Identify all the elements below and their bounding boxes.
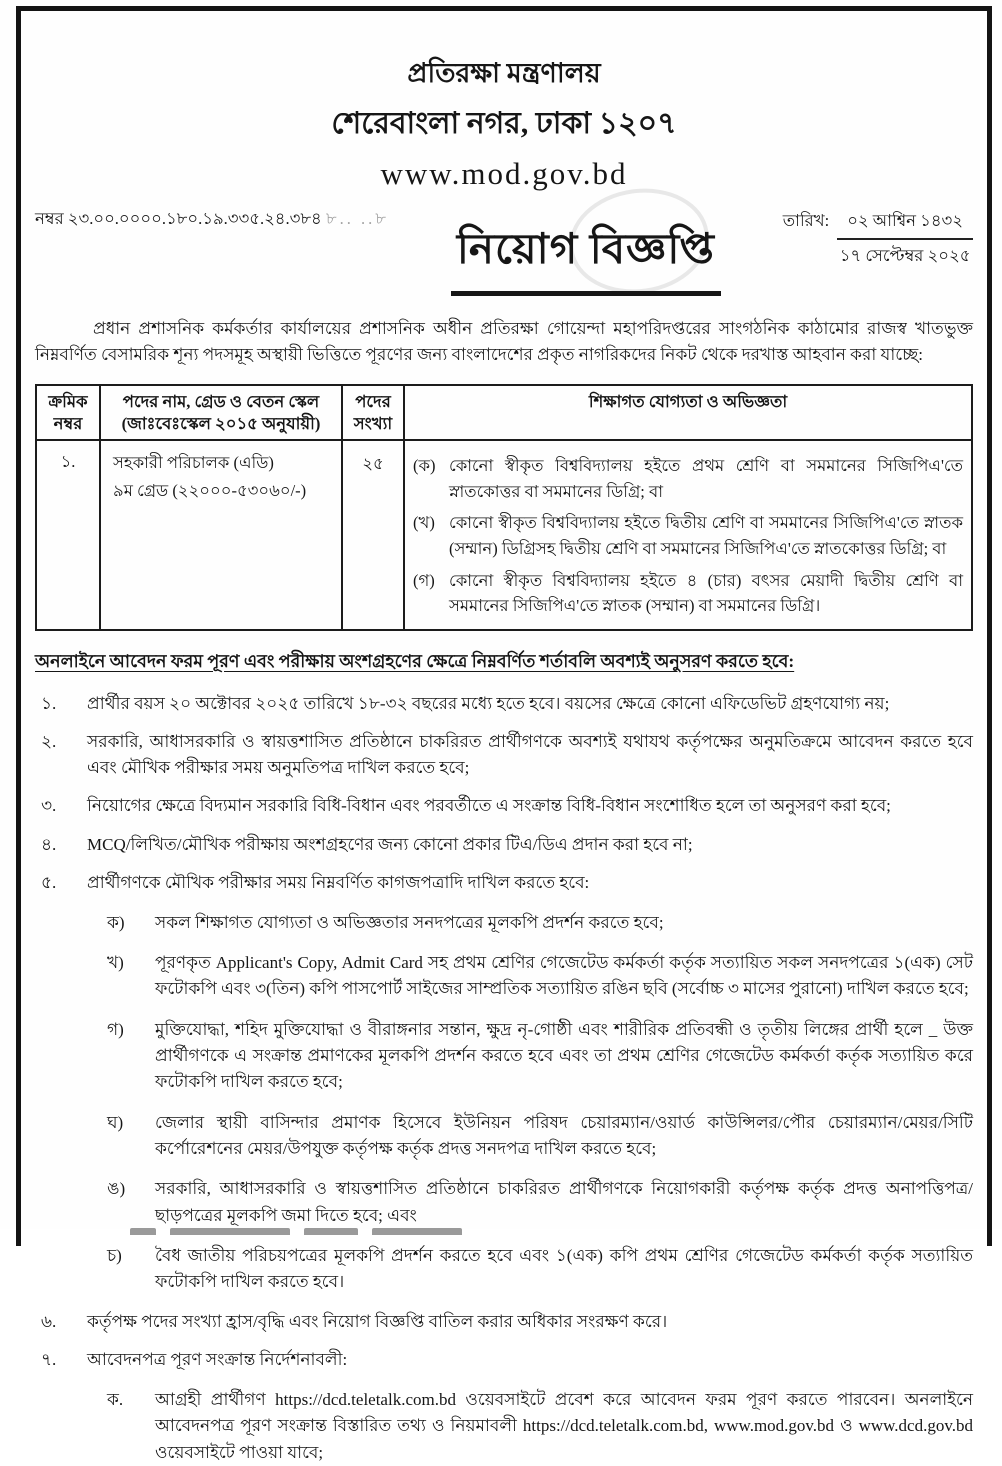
header-qualification: শিক্ষাগত যোগ্যতা ও অভিজ্ঞতা	[404, 385, 972, 440]
sub-item-ka	[107, 910, 973, 936]
header-serial: ক্রমিক নম্বর	[36, 385, 100, 440]
item-text: MCQ/লিখিত/মৌখিক পরীক্ষায় অংশগ্রহণের জন্য কোনো প্রকার টিএ/ডিএ প্রদান করা হবে না;	[87, 834, 693, 854]
item-text: নিয়োগের ক্ষেত্রে বিদ্যমান সরকারি বিধি-বিধান এবং পরবর্তীতে এ সংক্রান্ত বিধি-বিধান সংশোধিত হলে তা অনুসরণ করা হবে;	[87, 796, 891, 816]
conditions-heading: অনলাইনে আবেদন ফরম পূরণ এবং পরীক্ষায় অংশগ্রহণের ক্ষেত্রে নিম্নবর্ণিত শর্তাবলি অবশ্যই অনুসরণ করতে হবে:	[35, 650, 795, 671]
date-label: তারিখ:	[782, 210, 830, 230]
condition-item-1	[35, 691, 973, 717]
header-vacancy-count: পদের সংখ্যা	[342, 385, 404, 440]
sub-item-label: ক)	[107, 912, 125, 932]
item-number: ১.	[41, 693, 57, 713]
memo-number-faded-tail: ৮.. ..৮	[325, 208, 389, 228]
intro-paragraph: প্রধান প্রশাসনিক কর্মকর্তার কার্যালয়ের প্রশাসনিক অধীন প্রতিরক্ষা গোয়েন্দা মহাপরিদপ্তরের সাংগঠনিক কাঠামোর রাজস্ব খাতভুক্ত নিম্নবর্ণিত বেসামরিক শূন্য পদসমূহ অস্থায়ী ভিত্তিতে পূরণের জন্য বাংলাদেশের প্রকৃত নাগরিকদের নিকট থেকে দরখাস্ত আহবান করা যাচ্ছে:	[35, 318, 973, 365]
sub-item-text: সকল শিক্ষাগত যোগ্যতা ও অভিজ্ঞতার সনদপত্রের মূলকপি প্রদর্শন করতে হবে;	[155, 912, 664, 932]
memo-title-date-band	[35, 202, 973, 296]
sub-item-label: ঘ)	[107, 1112, 124, 1132]
condition-item-7	[35, 1347, 973, 1466]
date-bangla: ০২ আশ্বিন ১৪৩২	[837, 208, 973, 240]
item-text: প্রার্থীর বয়স ২০ অক্টোবর ২০২৫ তারিখে ১৮-৩২ বছরের মধ্যে হতে হবে। বয়সের ক্ষেত্রে কোনো এফিডেভিট গ্রহণযোগ্য নয়;	[87, 693, 890, 713]
ministry-name: প্রতিরক্ষা মন্ত্রণালয়	[407, 58, 601, 88]
qualification-item	[413, 568, 963, 619]
sub-item-gha	[107, 1110, 973, 1163]
qualification-label: (গ)	[413, 570, 435, 590]
sub-item-text: পূরণকৃত Applicant's Copy, Admit Card সহ প্রথম শ্রেণির গেজেটেড কর্মকর্তা কর্তৃক সত্যায়িত সকল সনদপত্রের ১(এক) সেট ফটোকপি এবং ৩(তিন) কপি পাসপোর্ট সাইজের সাম্প্রতিক সত্যায়িত রঙিন ছবি (সর্বোচ্চ ৩ মাসের পুরানো) দাখিল করতে হবে;	[155, 953, 973, 999]
qualification-text: কোনো স্বীকৃত বিশ্ববিদ্যালয় হইতে দ্বিতীয় শ্রেণি বা সমমানের সিজিপিএ'তে স্নাতক (সম্মান) ডিগ্রিসহ দ্বিতীয় শ্রেণি বা সমমানের সিজিপিএ'তে স্নাতকোত্তর ডিগ্রি; বা	[449, 513, 963, 558]
post-grade-scale: ৯ম গ্রেড (২২০০০-৫৩০৬০/-)	[113, 481, 307, 501]
header-post-name: পদের নাম, গ্রেড ও বেতন স্কেল (জাঃবেঃস্কেল ২০১৫ অনুযায়ী)	[100, 385, 342, 440]
qualification-text: কোনো স্বীকৃত বিশ্ববিদ্যালয় হইতে ৪ (চার) বৎসর মেয়াদী দ্বিতীয় শ্রেণি বা সমমানের সিজিপিএ'তে স্নাতক (সম্মান) বা সমমানের ডিগ্রি।	[449, 570, 963, 616]
memo-number-text: নম্বর ২৩.০০.০০০০.১৮০.১৯.৩৩৫.২৪.৩৮৪	[35, 208, 322, 228]
sub-item-text: সরকারি, আধাসরকারি ও স্বায়ত্তশাসিত প্রতিষ্ঠানে চাকরিরত প্রার্থীগণকে নিয়োগকারী কর্তৃপক্ষ কর্তৃক প্রদত্ত অনাপত্তিপত্র/ছাড়পত্রের মূলকপি জমা দিতে হবে; এবং	[155, 1179, 973, 1225]
item-7-body	[87, 1347, 973, 1466]
item-number: ৫.	[41, 873, 57, 893]
sub-item-text: আগ্রহী প্রার্থীগণ https://dcd.teletalk.com.bd ওয়েবসাইটে প্রবেশ করে আবেদন ফরম পূরণ করতে পারবেন। অনলাইনে আবেদনপত্র পূরণ সংক্রান্ত বিস্তারিত তথ্য ও নিয়মাবলী https://dcd.teletalk.com.bd, www.mod.gov.bd ও www.dcd.gov.bd ওয়েবসাইটে পাওয়া যাবে;	[155, 1389, 973, 1462]
qualification-label: (খ)	[413, 513, 435, 533]
item-number: ৩.	[41, 796, 57, 816]
item-number: ৪.	[41, 834, 57, 854]
condition-item-3	[35, 793, 973, 819]
ministry-address: শেরেবাংলা নগর, ঢাকা ১২০৭	[331, 106, 677, 140]
vacancy-table	[35, 384, 973, 630]
post-title: সহকারী পরিচালক (এডি)	[113, 453, 274, 473]
sub-item-ka-7	[107, 1387, 973, 1466]
memo-number	[35, 202, 389, 233]
sub-item-label: ঙ)	[107, 1179, 126, 1199]
item-text: প্রার্থীগণকে মৌখিক পরীক্ষার সময় নিম্নবর্ণিত কাগজপত্রাদি দাখিল করতে হবে:	[87, 873, 590, 893]
date-values	[837, 208, 973, 270]
date-block	[783, 202, 973, 270]
qualification-item	[413, 510, 963, 561]
condition-item-4	[35, 832, 973, 858]
sub-item-text: বৈধ জাতীয় পরিচয়পত্রের মূলকপি প্রদর্শন করতে হবে এবং ১(এক) কপি প্রথম শ্রেণির গেজেটেড কর্মকর্তা কর্তৃক সত্যায়িত ফটোকপি দাখিল করতে হবে।	[155, 1246, 973, 1292]
cell-post-name	[100, 440, 342, 629]
item-number: ২.	[41, 732, 57, 752]
item-text: আবেদনপত্র পূরণ সংক্রান্ত নির্দেশনাবলী:	[87, 1350, 348, 1370]
cell-serial: ১.	[36, 440, 100, 629]
page-border-frame	[16, 6, 992, 1462]
page-title: নিয়োগ বিজ্ঞপ্তি	[451, 216, 721, 296]
table-row	[36, 440, 972, 629]
qualification-item	[413, 453, 963, 504]
sub-item-label: খ)	[107, 953, 124, 973]
ministry-website: www.mod.gov.bd	[380, 155, 628, 191]
sub-item-label: গ)	[107, 1019, 124, 1039]
qualification-label: (ক)	[413, 456, 436, 476]
item-7-sub-list	[107, 1387, 973, 1466]
cell-vacancy-count: ২৫	[342, 440, 404, 629]
item-text: কর্তৃপক্ষ পদের সংখ্যা হ্রাস/বৃদ্ধি এবং নিয়োগ বিজ্ঞপ্তি বাতিল করার অধিকার সংরক্ষণ করে।	[87, 1311, 668, 1331]
item-text: সরকারি, আধাসরকারি ও স্বায়ত্তশাসিত প্রতিষ্ঠানে চাকরিরত প্রার্থীগণকে অবশ্যই যথাযথ কর্তৃপক্ষের অনুমতিক্রমে আবেদন করতে হবে এবং মৌখিক পরীক্ষার সময় অনুমতিপত্র দাখিল করতে হবে;	[87, 732, 973, 777]
item-number: ৭.	[41, 1350, 57, 1370]
sub-item-text: জেলার স্থায়ী বাসিন্দার প্রমাণক হিসেবে ইউনিয়ন পরিষদ চেয়ারম্যান/ওয়ার্ড কাউন্সিলর/পৌর চেয়ারম্যান/মেয়র/সিটি কর্পোরেশনের মেয়র/উপযুক্ত কর্তৃপক্ষ কর্তৃক প্রদত্ত সনদপত্র দাখিল করতে হবে;	[155, 1112, 973, 1159]
sub-item-label: ক.	[107, 1389, 124, 1409]
table-header-row	[36, 385, 972, 440]
sub-item-text: মুক্তিযোদ্ধা, শহিদ মুক্তিযোদ্ধা ও বীরাঙ্গনার সন্তান, ক্ষুদ্র নৃ-গোষ্ঠী এবং শারীরিক প্রতিবন্ধী ও তৃতীয় লিঙ্গের প্রার্থী হলে _ উক্ত প্রার্থীগণকে এ সংক্রান্ত প্রমাণকের মূলকপি প্রদর্শন করতে হবে এবং তা প্রথম শ্রেণির গেজেটেড কর্মকর্তা কর্তৃক সত্যায়িত করে ফটোকপি দাখিল করতে হবে;	[155, 1019, 973, 1092]
item-number: ৬.	[41, 1311, 57, 1331]
date-gregorian: ১৭ সেপ্টেম্বর ২০২৫	[839, 245, 971, 265]
sub-item-ga	[107, 1017, 973, 1096]
document-header	[35, 57, 973, 192]
condition-item-6	[35, 1309, 973, 1335]
sub-item-label: চ)	[107, 1246, 122, 1266]
sub-item-cha	[107, 1243, 973, 1296]
qualification-text: কোনো স্বীকৃত বিশ্ববিদ্যালয় হইতে প্রথম শ্রেণি বা সমমানের সিজিপিএ'তে স্নাতকোত্তর বা সমমানের ডিগ্রি; বা	[449, 456, 963, 501]
cell-qualifications	[404, 440, 972, 629]
cut-off-next-line-fragment	[130, 1222, 550, 1229]
condition-item-2	[35, 729, 973, 780]
sub-item-kha	[107, 950, 973, 1003]
item-5-sub-list	[107, 910, 973, 1296]
